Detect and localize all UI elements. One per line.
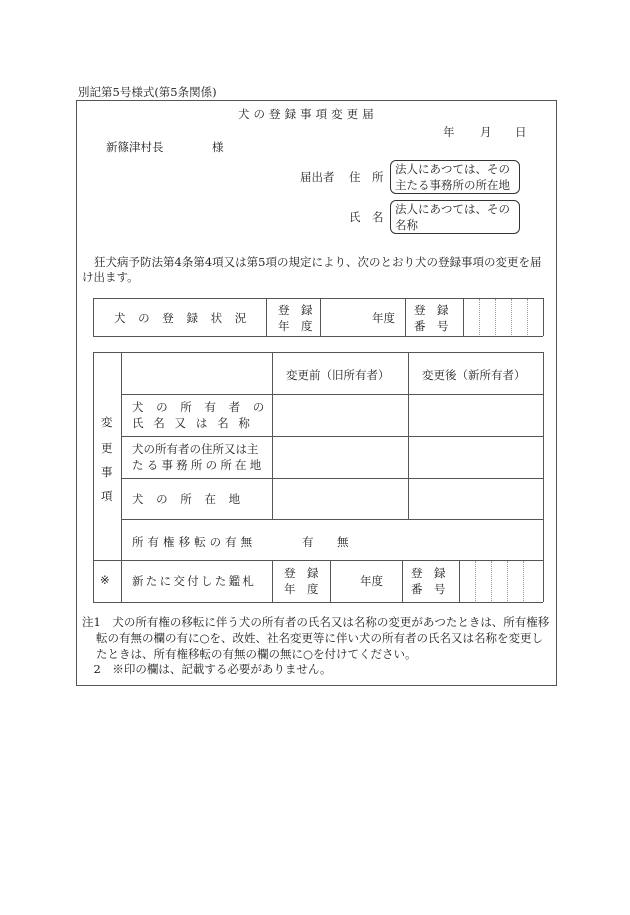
addressee-name: 新篠津村長 <box>106 140 164 154</box>
row-owner-label-1: 犬の所有者の <box>132 400 277 414</box>
date-year: 年 <box>443 125 455 139</box>
reg-year-label-1: 登 録 <box>278 303 313 317</box>
notifier-name-label: 氏 名 <box>349 210 384 224</box>
name-note-2: 名称 <box>395 218 418 232</box>
row-location-label: 犬の所在地 <box>132 492 253 506</box>
tag-year-label-2: 年 度 <box>284 582 319 596</box>
note-2: 2 ※印の欄は、記載する必要がありません。 <box>82 662 332 676</box>
date-month: 月 <box>480 125 492 139</box>
tag-year-label-1: 登 録 <box>284 566 319 580</box>
col-after-header: 変更後（新所有者） <box>422 368 526 382</box>
vertical-label-3: 事 <box>101 465 113 479</box>
addressee-suffix: 様 <box>212 140 224 154</box>
transfer-no: 無 <box>337 535 349 549</box>
registration-status-label: 犬の登録状況 <box>114 311 259 325</box>
col-before-header: 変更前（旧所有者） <box>286 368 390 382</box>
note-1: 注1 犬の所有権の移転に伴う犬の所有者の氏名又は名称の変更があつたときは、所有権移転の有無の欄の有に○を、改姓、社名変更等に伴い犬の所有者の氏名又は名称を変更したときは、所有権移転の有無の欄の無に○を付けてください。 <box>82 615 550 661</box>
notifier-address-label: 住 所 <box>349 170 384 184</box>
tag-number-label-1: 登 録 <box>411 566 446 580</box>
reg-number-label-2: 番 号 <box>414 319 449 333</box>
statement-line-2: け出ます。 <box>82 270 139 284</box>
form-title: 犬の登録事項変更届 <box>238 107 378 121</box>
address-note-1: 法人にあつては、その <box>395 162 510 176</box>
vertical-label-2: 更 <box>101 441 113 455</box>
reg-year-label-2: 年 度 <box>278 319 313 333</box>
name-note-1: 法人にあつては、その <box>395 202 510 216</box>
row-transfer-label: 所有権移転の有無 <box>132 535 257 549</box>
address-note-2: 主たる事務所の所在地 <box>395 178 510 192</box>
vertical-label-1: 変 <box>101 415 113 429</box>
row-owner-label-2: 氏名又は名称 <box>132 416 260 430</box>
transfer-yes: 有 <box>302 535 314 549</box>
tag-number-label-2: 番 号 <box>411 582 446 596</box>
reg-number-label-1: 登 録 <box>414 303 449 317</box>
statement-line-1: 狂犬病予防法第4条第4項又は第5項の規定により、次のとおり犬の登録事項の変更を届 <box>94 255 542 269</box>
notifier-label: 届出者 <box>300 170 335 184</box>
form-style-label: 別記第5号様式(第5条関係) <box>78 85 217 99</box>
mark-symbol: ※ <box>100 573 110 587</box>
reg-nendo: 年度 <box>372 311 395 325</box>
row-address-label-1: 犬の所有者の住所又は主 <box>132 442 259 456</box>
tag-nendo: 年度 <box>360 574 383 588</box>
vertical-label-4: 項 <box>101 489 113 503</box>
row-address-label-2: たる事務所の所在地 <box>132 458 265 472</box>
new-tag-label: 新たに交付した鑑札 <box>132 574 257 588</box>
date-day: 日 <box>515 125 527 139</box>
